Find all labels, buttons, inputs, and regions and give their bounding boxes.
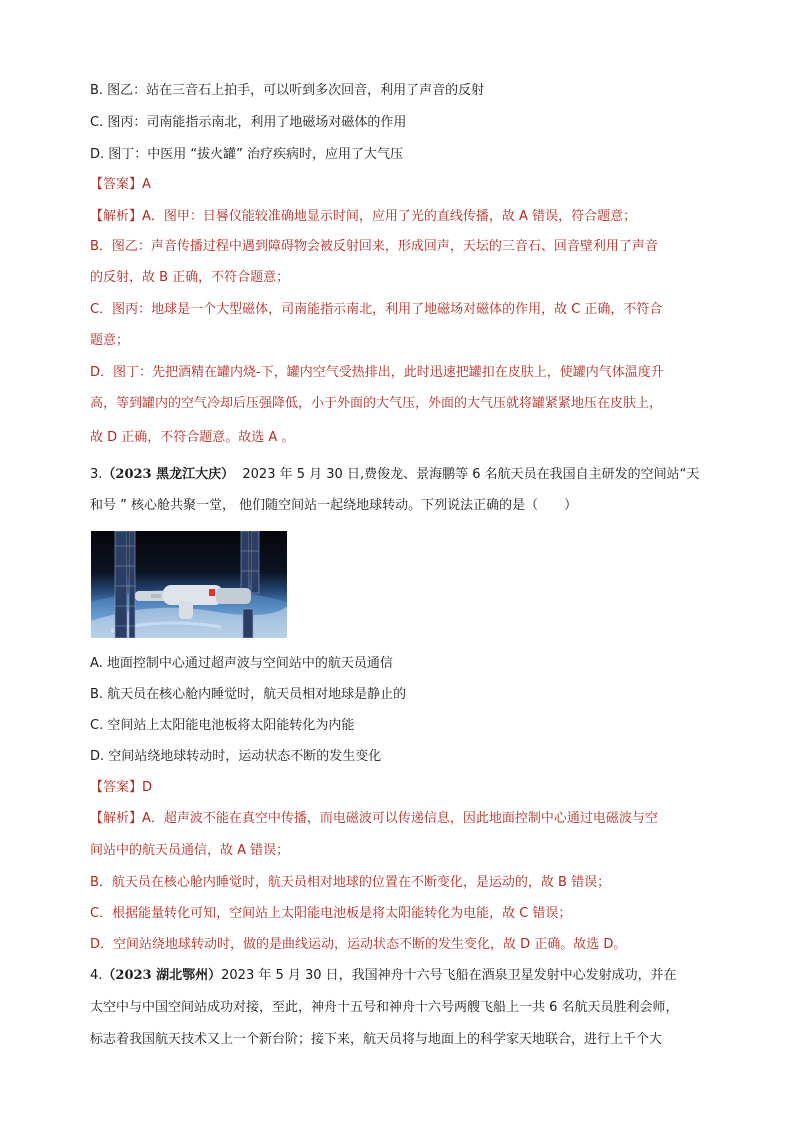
q3-number: 3.	[90, 467, 103, 482]
analysis-tag: 【解析】	[90, 209, 143, 224]
q4-stem-line-1	[90, 967, 677, 985]
space-station-photo	[91, 531, 287, 638]
q3-analysis-line-3: B．航天员在核心舱内睡觉时，航天员相对地球的位置在不断变化，是运动的，故 B 错误；	[90, 875, 611, 890]
q3-option-d: D. 空间站绕地球转动时，运动状态不断的发生变化	[90, 749, 382, 764]
analysis-tag: 【解析】	[90, 811, 143, 826]
q3-analysis-line-1	[90, 810, 658, 828]
q4-stem-text: 2023 年 5 月 30 日，我国神舟十六号飞船在酒泉卫星发射中心发射成功，并在	[221, 968, 677, 983]
q3-stem-text: 2023 年 5 月 30 日,费俊龙、景海鹏等 6 名航天员在我国自主研发的空间站“天	[242, 467, 700, 482]
q4-stem-line-3: 标志着我国航天技术又上一个新台阶；接下来，航天员将与地面上的科学家天地联合，进行上千个大	[90, 1032, 663, 1047]
q2-analysis-line-1	[90, 208, 636, 226]
q3-option-c: C. 空间站上太阳能电池板将太阳能转化为内能	[90, 718, 355, 733]
q2-analysis-line-2: B．图乙：声音传播过程中遇到障碍物会被反射回来，形成回声，天坛的三音石、回音壁利用了声音	[90, 239, 658, 254]
q2-analysis-line-7: 高，等到罐内的空气冷却后压强降低，小于外面的大气压，外面的大气压就将罐紧紧地压在皮肤上，	[90, 396, 663, 411]
q3-option-a: A. 地面控制中心通过超声波与空间站中的航天员通信	[90, 656, 393, 671]
q3-analysis-line-4: C．根据能量转化可知，空间站上太阳能电池板是将太阳能转化为电能，故 C 错误；	[90, 906, 572, 921]
q2-analysis-line-5: 题意；	[90, 333, 130, 348]
q2-analysis-line-6: D．图丁：先把酒精在罐内烧-下，罐内空气受热排出，此时迅速把罐扣在皮肤上，使罐内气体温度升	[90, 365, 664, 380]
q3-analysis-line-2: 间站中的航天员通信，故 A 错误；	[90, 843, 290, 858]
q2-analysis-line-8: 故 D 正确，不符合题意。故选 A 。	[90, 430, 295, 445]
q3-source: （2023 黑龙江大庆）	[102, 467, 235, 482]
q4-stem-line-2: 太空中与中国空间站成功对接，至此，神舟十五号和神舟十六号两艘飞船上一共 6 名航天员胜利会师，	[90, 1000, 679, 1015]
q3-analysis-line-5: D．空间站绕地球转动时，做的是曲线运动，运动状态不断的发生变化，故 D 正确。故选 D。	[90, 937, 627, 952]
q3-answer: 【答案】D	[90, 780, 153, 795]
q3-stem-line-1	[90, 466, 699, 484]
q2-option-d: D. 图丁：中医用 “拔火罐” 治疗疾病时，应用了大气压	[90, 147, 404, 162]
space-station-illustration	[91, 531, 287, 638]
q3-option-b: B. 航天员在核心舱内睡觉时，航天员相对地球是静止的	[90, 687, 407, 702]
q2-analysis-line-4: C．图丙：地球是一个大型磁体，司南能指示南北，利用了地磁场对磁体的作用，故 C 正确，不符合	[90, 302, 663, 317]
q2-analysis-line-3: 的反射，故 B 正确，不符合题意；	[90, 270, 290, 285]
q3-stem-line-2: 和号 ” 核心舱共聚一堂， 他们随空间站一起绕地球转动。下列说法正确的是（ ）	[90, 498, 578, 513]
q4-number: 4.	[90, 968, 103, 983]
q2-option-b: B. 图乙：站在三音石上拍手，可以听到多次回音，利用了声音的反射	[90, 83, 485, 98]
q4-source: （2023 湖北鄂州）	[102, 968, 222, 983]
q2-answer: 【答案】A	[90, 177, 151, 192]
analysis-text: A．图甲：日晷仪能较准确地显示时间，应用了光的直线传播，故 A 错误，符合题意；	[142, 209, 637, 224]
analysis-text: A．超声波不能在真空中传播，而电磁波可以传递信息，因此地面控制中心通过电磁波与空	[142, 811, 658, 826]
q2-option-c: C. 图丙：司南能指示南北，利用了地磁场对磁体的作用	[90, 115, 407, 130]
